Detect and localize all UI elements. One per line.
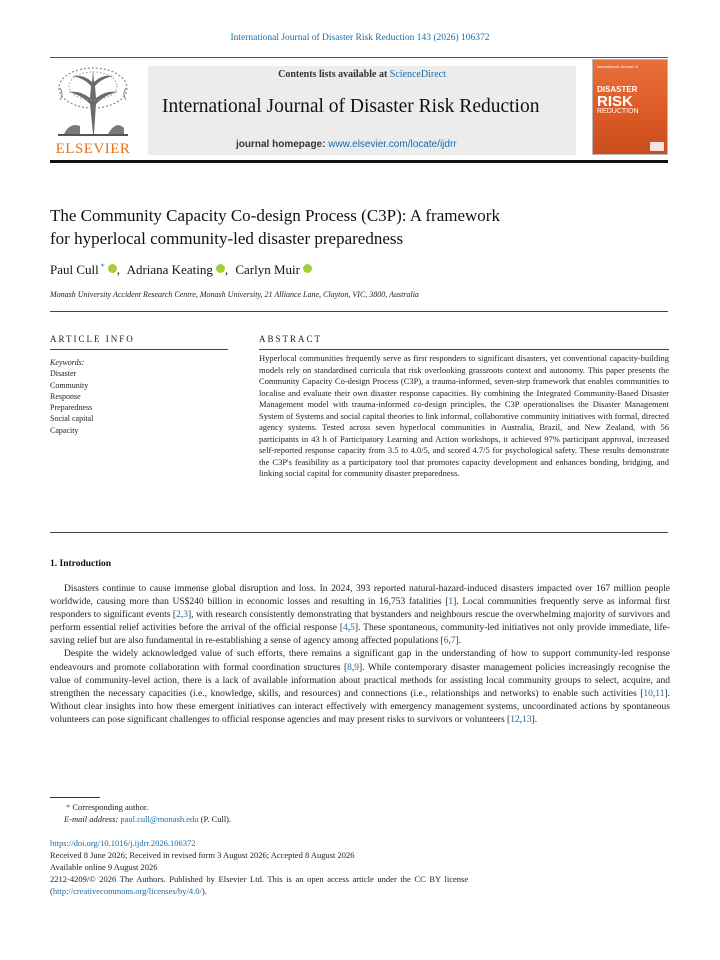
available-online: Available online 9 August 2026	[50, 862, 158, 872]
body-text-run: ], with research consistently demonstrating that bystanders and neighbours rescue the overwhelming majority of survivors and perform essential relief activities before the arrival of the official response [	[50, 610, 670, 634]
masthead-bottom-rule	[50, 160, 668, 163]
citation-link[interactable]: 10	[643, 688, 653, 699]
citation-link[interactable]: 12	[510, 714, 520, 725]
body-text-run: ]. While contemporary disaster management policies increasingly recognise the value of community-level action, there is a lack of available information about practical methods for assisting local community groups to select, acquire, and strengthen the necessary capacities (i.e., knowledge, skills, and resources) and connections (i.e., relationships and networks) to enable such activities [	[50, 662, 670, 699]
abstract-bottom-rule	[50, 532, 668, 533]
homepage-link[interactable]: www.elsevier.com/locate/ijdrr	[328, 139, 457, 150]
license-close: ).	[201, 886, 207, 896]
orcid-icon[interactable]	[108, 264, 117, 273]
elsevier-tree-icon	[50, 64, 136, 140]
keyword: Social capital	[50, 414, 94, 424]
sciencedirect-link[interactable]: ScienceDirect	[389, 69, 446, 80]
article-metadata	[50, 837, 670, 897]
body-paragraph	[50, 648, 670, 727]
body-text-run: ]. Local communities frequently serve as informal first responders to significant events [	[50, 597, 670, 621]
abstract-text: Hyperlocal communities frequently serve as first responders to significant disasters, yet conventional capacity-building models rely on standardised curricula that risk overlooking grassroots context and autonomy. This paper presents the Community Capacity Co-design Process (C3P), a trauma-informed, seven-step framework that enables communities to localise and evaluate their own disaster response capacities. By combining the Integrated Community-Based Disaster Management model with trauma-informed co-design principles, the C3P operationalises the Disaster Management System of Systems and social capital theories to link informal, collaborative community initiatives with formal, directed agency systems. Tested across seven hyperlocal communities in Australia, Brazil, and New Zealand, with 56 participants in 43 h of Participatory Learning and Action workshops, it achieved 97% participant approval, increased self-reported response capacity from 3.5 to 4.0/5, and scored 4.7/5 for psychological safety. These results demonstrate the C3P's feasibility as a participatory tool that promotes capacity development and enhances bonding, bridging, and linking social capital for community disaster preparedness.	[259, 353, 669, 479]
abstract-heading: ABSTRACT	[259, 334, 323, 344]
homepage-label: journal homepage:	[236, 139, 326, 150]
keyword: Disaster	[50, 369, 77, 379]
keyword: Community	[50, 380, 89, 390]
author-name[interactable]: Carlyn Muir	[235, 262, 300, 277]
author-separator: ,	[224, 262, 229, 277]
keyword: Capacity	[50, 425, 79, 435]
affiliation: Monash University Accident Research Centre, Monash University, 21 Alliance Lane, Clayton, VIC, 3800, Australia	[50, 290, 419, 299]
license-line	[50, 885, 670, 897]
citation-link[interactable]: 11	[655, 688, 665, 699]
body-text-run: ,	[652, 688, 656, 699]
body-paragraph	[50, 583, 670, 648]
citation-link[interactable]: 13	[522, 714, 532, 725]
body-text-run: ,	[448, 636, 451, 647]
body-text-run: ,	[519, 714, 523, 725]
license-text: 2212-4209/© 2026 The Authors. Published by Elsevier Ltd. This is an open access article under the CC BY license	[50, 874, 469, 884]
cover-title-line: RISK	[597, 93, 633, 110]
email-note	[50, 813, 231, 825]
footnote	[50, 801, 231, 825]
body-text-run: ].	[531, 714, 538, 725]
author-name[interactable]: Paul Cull	[50, 262, 99, 277]
keyword: Preparedness	[50, 403, 93, 413]
header-divider	[50, 311, 668, 312]
keywords-label: Keywords:	[50, 358, 85, 367]
license-link[interactable]: http://creativecommons.org/licenses/by/4.0/	[52, 886, 202, 896]
citation-link[interactable]: 8	[347, 662, 352, 673]
body-text-run: Despite the widely acknowledged value of such efforts, there remains a significant gap in the understanding of how to support community-led response endeavours and promote collaboration with formal coordination structures [	[50, 649, 670, 673]
body-text-run: ,	[180, 610, 184, 621]
keyword: Response	[50, 391, 81, 401]
body-text-run: Disasters continue to cause immense global disruption and loss. In 2024, 393 reported natural-hazard-induced disasters impacted over 167 million people worldwide, causing more than US$240 billion in economic losses and resulting in 16,753 fatalities [	[50, 584, 670, 608]
elsevier-wordmark: ELSEVIER	[55, 141, 131, 157]
masthead-top-rule	[50, 57, 668, 58]
elsevier-logo[interactable]	[50, 64, 136, 158]
license-open: (	[50, 886, 53, 896]
abstract-rule	[259, 349, 669, 350]
contents-line	[148, 69, 576, 80]
journal-title: International Journal of Disaster Risk Reduction	[162, 96, 540, 117]
footnote-mark[interactable]: *	[66, 802, 71, 812]
corresponding-author-note	[50, 801, 231, 813]
section-heading-introduction: 1. Introduction	[50, 559, 112, 569]
received-dates: Received 8 June 2026; Received in revised form 3 August 2026; Accepted 8 August 2026	[50, 850, 355, 860]
cover-subtitle: REDUCTION	[597, 108, 639, 115]
body-text-run: ]. Without clear insights into how these emergent initiatives can interact effectively with emergency management systems, uncoordinated actions by spontaneous volunteers can pose significant challenges to official response agencies and may present risks to survivors or volunteers [	[50, 688, 670, 725]
journal-homepage	[236, 139, 457, 150]
article-info-rule	[50, 349, 228, 350]
article-title	[50, 204, 610, 250]
cover-title	[597, 85, 637, 109]
cover-title-line: DISASTER	[597, 85, 638, 94]
corresponding-author-mark[interactable]: *	[100, 262, 105, 271]
author-separator: ,	[116, 262, 121, 277]
footnote-rule	[50, 797, 100, 798]
journal-cover[interactable]	[592, 59, 668, 155]
citation-link[interactable]: 9	[354, 662, 360, 673]
email-label: E-mail address:	[64, 814, 119, 824]
citation-link[interactable]: 7	[450, 636, 456, 647]
introduction-body	[50, 583, 670, 727]
orcid-icon[interactable]	[216, 264, 225, 273]
keywords-list	[50, 357, 93, 436]
masthead-box	[148, 66, 576, 155]
contents-prefix: Contents lists available at	[278, 69, 390, 80]
citation-link[interactable]: 4	[343, 623, 348, 634]
citation-link[interactable]: 3	[183, 610, 188, 621]
article-info-heading: ARTICLE INFO	[50, 334, 135, 344]
orcid-icon[interactable]	[303, 264, 312, 273]
citation-link[interactable]: 5	[350, 623, 355, 634]
body-text-run: ,	[351, 662, 355, 673]
email-link[interactable]: paul.cull@monash.edu	[120, 814, 199, 824]
cover-small-text: International Journal of	[597, 64, 638, 69]
citation-link[interactable]: 6	[443, 636, 449, 647]
body-text-run: ].	[455, 636, 462, 647]
doi-link[interactable]: https://doi.org/10.1016/j.ijdrr.2026.106372	[50, 838, 196, 848]
running-head[interactable]: International Journal of Disaster Risk Reduction 143 (2026) 106372	[230, 33, 490, 43]
corresponding-label: Corresponding author.	[72, 802, 149, 812]
citation-link[interactable]: 2	[176, 610, 181, 621]
cover-publisher-mark	[650, 142, 664, 151]
body-text-run: ]. These spontaneous, community-led initiatives not only provide immediate, life-saving relief but are also fundamental in re-establishing a sense of agency among affected populations [	[50, 623, 670, 647]
article-title-line: for hyperlocal community-led disaster preparedness	[50, 229, 404, 248]
citation-link[interactable]: 1	[448, 597, 454, 608]
email-suffix: (P. Cull).	[200, 814, 232, 824]
body-text-run: ,	[347, 623, 351, 634]
article-title-line: The Community Capacity Co-design Process (C3P): A framework	[50, 206, 500, 225]
author-name[interactable]: Adriana Keating	[126, 262, 213, 277]
author-list	[50, 262, 312, 278]
